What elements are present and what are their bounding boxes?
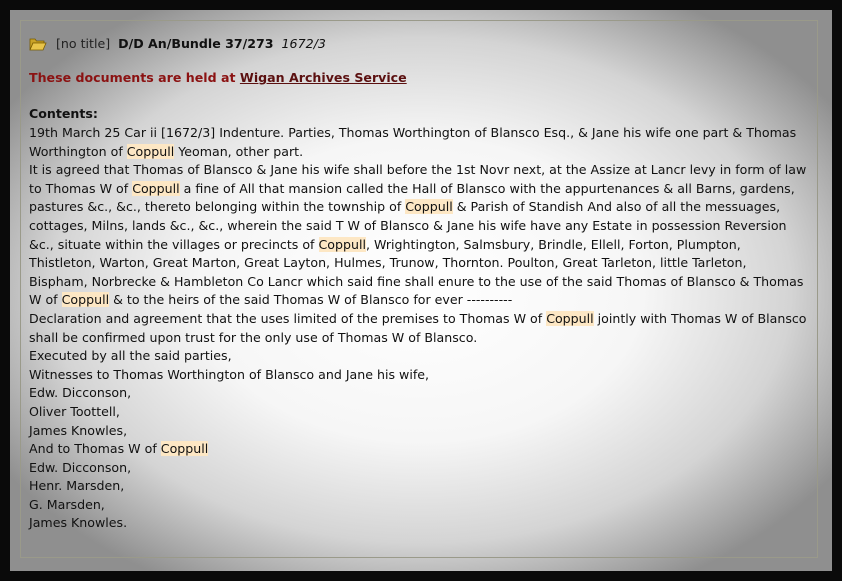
contents-paragraph: It is agreed that Thomas of Blansco & Jane his wife shall before the 1st Novr next, at the Assize at Lancr levy in form of law to Thomas W of Coppull a fine of All that mansion called the Hall of Blansco with the appurtenances & all Barns, gardens, pastures &c., &c., thereto belonging within the township of Coppull & Parish of Standish And also of all the messuages, cottages, Milns, lands &c., &c., wherein the said T W of Blansco & Jane his wife have any Estate in possession Reversion &c., situate within the villages or precincts of Coppull, Wrightington, Salmsbury, Brindle, Ellell, Forton, Plumpton, Thistleton, Warton, Great Marton, Great Layton, Hulmes, Trunow, Thornton. Poulton, Great Tarleton, little Tarleton, Bispham, Norbrecke & Hambleton Co Lancr which said fine shall enure to the use of the said Thomas of Blansco & Thomas W of Coppull & to the heirs of the said Thomas W of Blansco for ever ---------- [29,162,807,308]
record-header [29,33,809,55]
contents-body [29,124,809,533]
contents-paragraph: Oliver Toottell, [29,403,120,419]
search-highlight: Coppull [546,310,594,326]
contents-paragraph: And to Thomas W of Coppull [29,441,209,457]
contents-heading: Contents: [29,106,98,121]
contents-label: Contents [29,106,93,121]
contents-paragraph: G. Marsden, [29,496,105,512]
record-title: [no title] [56,35,111,51]
record-reference: D/D An/Bundle 37/273 [118,35,274,51]
contents-paragraph: James Knowles. [29,515,128,531]
folder-open-icon[interactable] [29,36,47,52]
contents-paragraph: Edw. Dicconson, [29,385,132,401]
held-at-prefix: These documents are held at [29,70,236,85]
page-frame [10,10,832,571]
record-date: 1672/3 [281,35,326,51]
contents-paragraph: James Knowles, [29,422,128,438]
contents-paragraph: Edw. Dicconson, [29,459,132,475]
search-highlight: Coppull [132,180,180,196]
held-at-notice [29,69,809,89]
search-highlight: Coppull [405,199,453,215]
contents-paragraph: 19th March 25 Car ii [1672/3] Indenture. Parties, Thomas Worthington of Blansco Esq., & Jane his wife one part & Thomas Worthington of Coppull Yeoman, other part. [29,125,797,159]
search-highlight: Coppull [318,236,366,252]
search-highlight: Coppull [61,292,110,308]
record-panel [20,20,818,558]
contents-paragraph: Henr. Marsden, [29,478,125,494]
contents-paragraph: Executed by all the said parties, [29,348,232,364]
search-highlight: Coppull [160,441,209,457]
search-highlight: Coppull [126,143,175,159]
contents-paragraph: Declaration and agreement that the uses limited of the premises to Thomas W of Coppull jointly with Thomas W of Blansco shall be confirmed upon trust for the only use of Thomas W of Blansco. [29,310,807,345]
contents-paragraph: Witnesses to Thomas Worthington of Blansco and Jane his wife, [29,366,430,382]
archive-link[interactable]: Wigan Archives Service [239,70,407,85]
